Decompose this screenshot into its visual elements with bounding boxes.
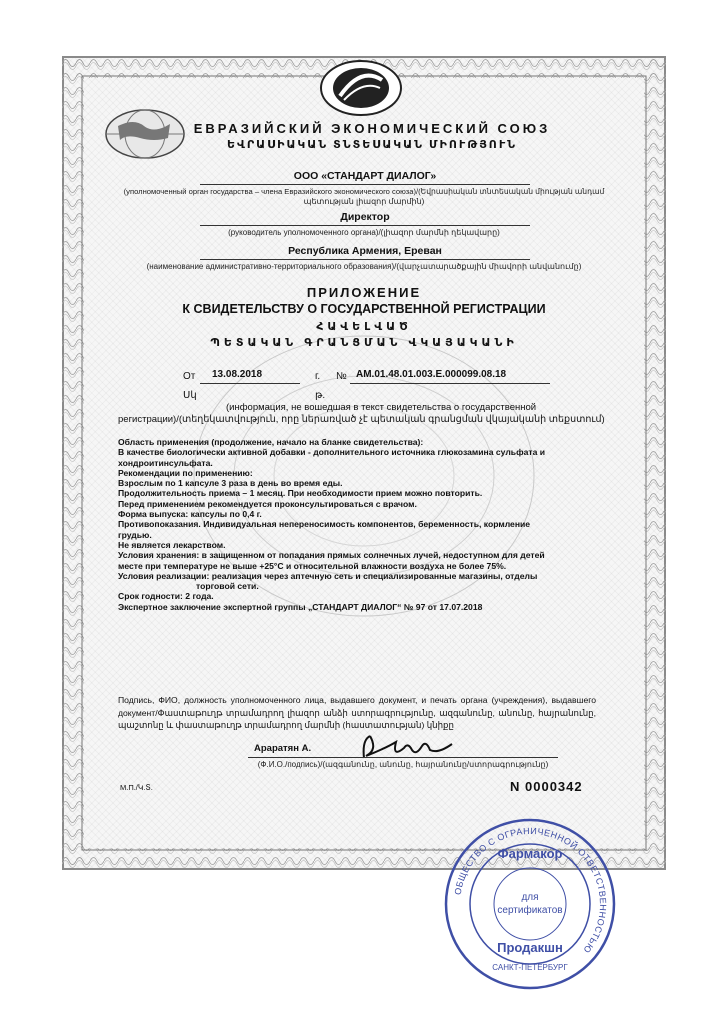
body-line: грудью. [118, 529, 152, 540]
union-title-ru: ЕВРАЗИЙСКИЙ ЭКОНОМИЧЕСКИЙ СОЮЗ [193, 121, 551, 136]
union-title-am: ԵՎՐԱՍԻԱԿԱՆ ՏՆՏԵՍԱԿԱՆ ՄԻՈՒԹՅՈՒՆ [226, 139, 518, 151]
info-caption-2: регистрации)/(տեղեկատվություն, որը ներառված չէ պետական գրանցման վկայականի տեքստում) [118, 414, 605, 425]
eaeu-logo-icon [318, 58, 404, 118]
stamp-brand-bottom: Продакшн [497, 940, 563, 955]
body-line: Срок годности: 2 года. [118, 591, 214, 602]
body-line: хондроитинсульфата. [118, 457, 213, 468]
body-line: Рекомендации по применению: [118, 467, 253, 478]
signature-underline [248, 757, 558, 758]
registration-date: 13.08.2018 [212, 369, 263, 380]
info-caption-1: (информация, не вошедшая в текст свидетельства о государственной [226, 402, 537, 413]
body-line: Продолжительность приема – 1 месяц. При необходимости прием можно повторить. [118, 488, 483, 499]
signer-name: Араратян А. [254, 743, 312, 754]
body-line: Экспертное заключение экспертной группы „СТАНДАРТ ДИАЛОГ“ № 97 от 17.07.2018 [118, 601, 483, 612]
doc-title-am-2: ՊԵՏԱԿԱՆ ԳՐԱՆՑՄԱՆ ՎԿԱՅԱԿԱՆԻ [210, 337, 518, 349]
body-text [118, 437, 596, 612]
location-underline [200, 259, 530, 260]
location-caption: (наименование административно-территориального образования)/(վարչատարածքային միավորի անվանումը) [146, 262, 582, 271]
number-label: № [336, 371, 347, 382]
location-title: Республика Армения, Ереван [288, 245, 442, 257]
body-line: месте при температуре не выше +25°С и относительной влажности воздуха не более 75%. [118, 560, 507, 571]
authority-caption-1: (уполномоченный орган государства – члена Евразийского экономического союза)/(Եվրասիական տնտեսական միության անդամ [123, 187, 605, 196]
body-line: В качестве биологически активной добавки - дополнительного источника глюкозамина сульфата и [118, 447, 546, 458]
stamp-city: САНКТ-ПЕТЕРБУРГ [492, 963, 568, 972]
registration-number: AM.01.48.01.003.E.000099.08.18 [356, 369, 507, 380]
body-line: Перед применением рекомендуется проконсультироваться с врачом. [118, 498, 417, 509]
position-caption: (руководитель уполномоченного органа)/(լիազոր մարմնի ղեկավարը) [228, 228, 500, 237]
year-label-am: թ. [315, 390, 326, 401]
body-line: Не является лекарством. [118, 539, 226, 550]
stamp-ring-text: ОБЩЕСТВО С ОГРАНИЧЕННОЙ ОТВЕТСТВЕННОСТЬЮ [452, 825, 609, 956]
mp-label: М.П./Կ.Տ. [120, 783, 153, 792]
doc-title-ru-2: К СВИДЕТЕЛЬСТВУ О ГОСУДАРСТВЕННОЙ РЕГИСТРАЦИИ [182, 302, 546, 316]
body-line: Противопоказания. Индивидуальная непереносимость компонентов, беременность, кормление [118, 519, 531, 530]
body-line: Условия хранения: в защищенном от попадания прямых солнечных лучей, недоступном для детей [118, 550, 545, 561]
year-label: г. [315, 371, 321, 382]
stamp-center-1: для [521, 892, 539, 903]
position-title: Директор [340, 211, 390, 223]
authority-caption-2: պետության լիազոր մարմին) [303, 197, 425, 206]
from-label-am: Սկ [183, 390, 197, 401]
doc-title-am-1: ՀԱՎԵԼՎԱԾ [316, 321, 412, 333]
document-number: N 0000342 [510, 779, 583, 794]
body-line: Условия реализации: реализация через аптечную сеть и специализированные магазины, отделы [118, 570, 538, 581]
authority-underline [200, 184, 530, 185]
body-line: Форма выпуска: капсулы по 0,4 г. [118, 509, 262, 520]
body-line: Взрослым по 1 капсуле 3 раза в день во время еды. [118, 478, 343, 489]
signature-caption: (Ф.И.О./подпись)/(ազգանունը, անունը, հայրանունը/ստորագրությունը) [257, 760, 549, 769]
company-stamp [440, 814, 620, 994]
body-line: Область применения (продолжение, начало на бланке свидетельства): [118, 437, 424, 447]
stamp-brand-top: Фармакор [497, 846, 563, 861]
position-underline [200, 225, 530, 226]
body-line: торговой сети. [196, 581, 259, 592]
stamp-center-2: сертификатов [497, 905, 563, 916]
from-label: От [183, 371, 196, 382]
doc-title-ru-1: ПРИЛОЖЕНИЕ [306, 285, 422, 300]
date-underline [200, 383, 300, 384]
authority-name: ООО «СТАНДАРТ ДИАЛОГ» [293, 170, 437, 182]
number-underline [350, 383, 550, 384]
signature-text: Подпись, ФИО, должность уполномоченного лица, выдавшего документ, и печать органа (учреждения), выдавшего документ/Փաստաթուղթ տրամադրող լիազոր անձի ստորագրությունը, ազգանունը, անունը, հայրանունը, պաշտոնը և փաստաթուղթ տրամադրող մարմնի (հաստատության) կնիքը [118, 695, 596, 730]
